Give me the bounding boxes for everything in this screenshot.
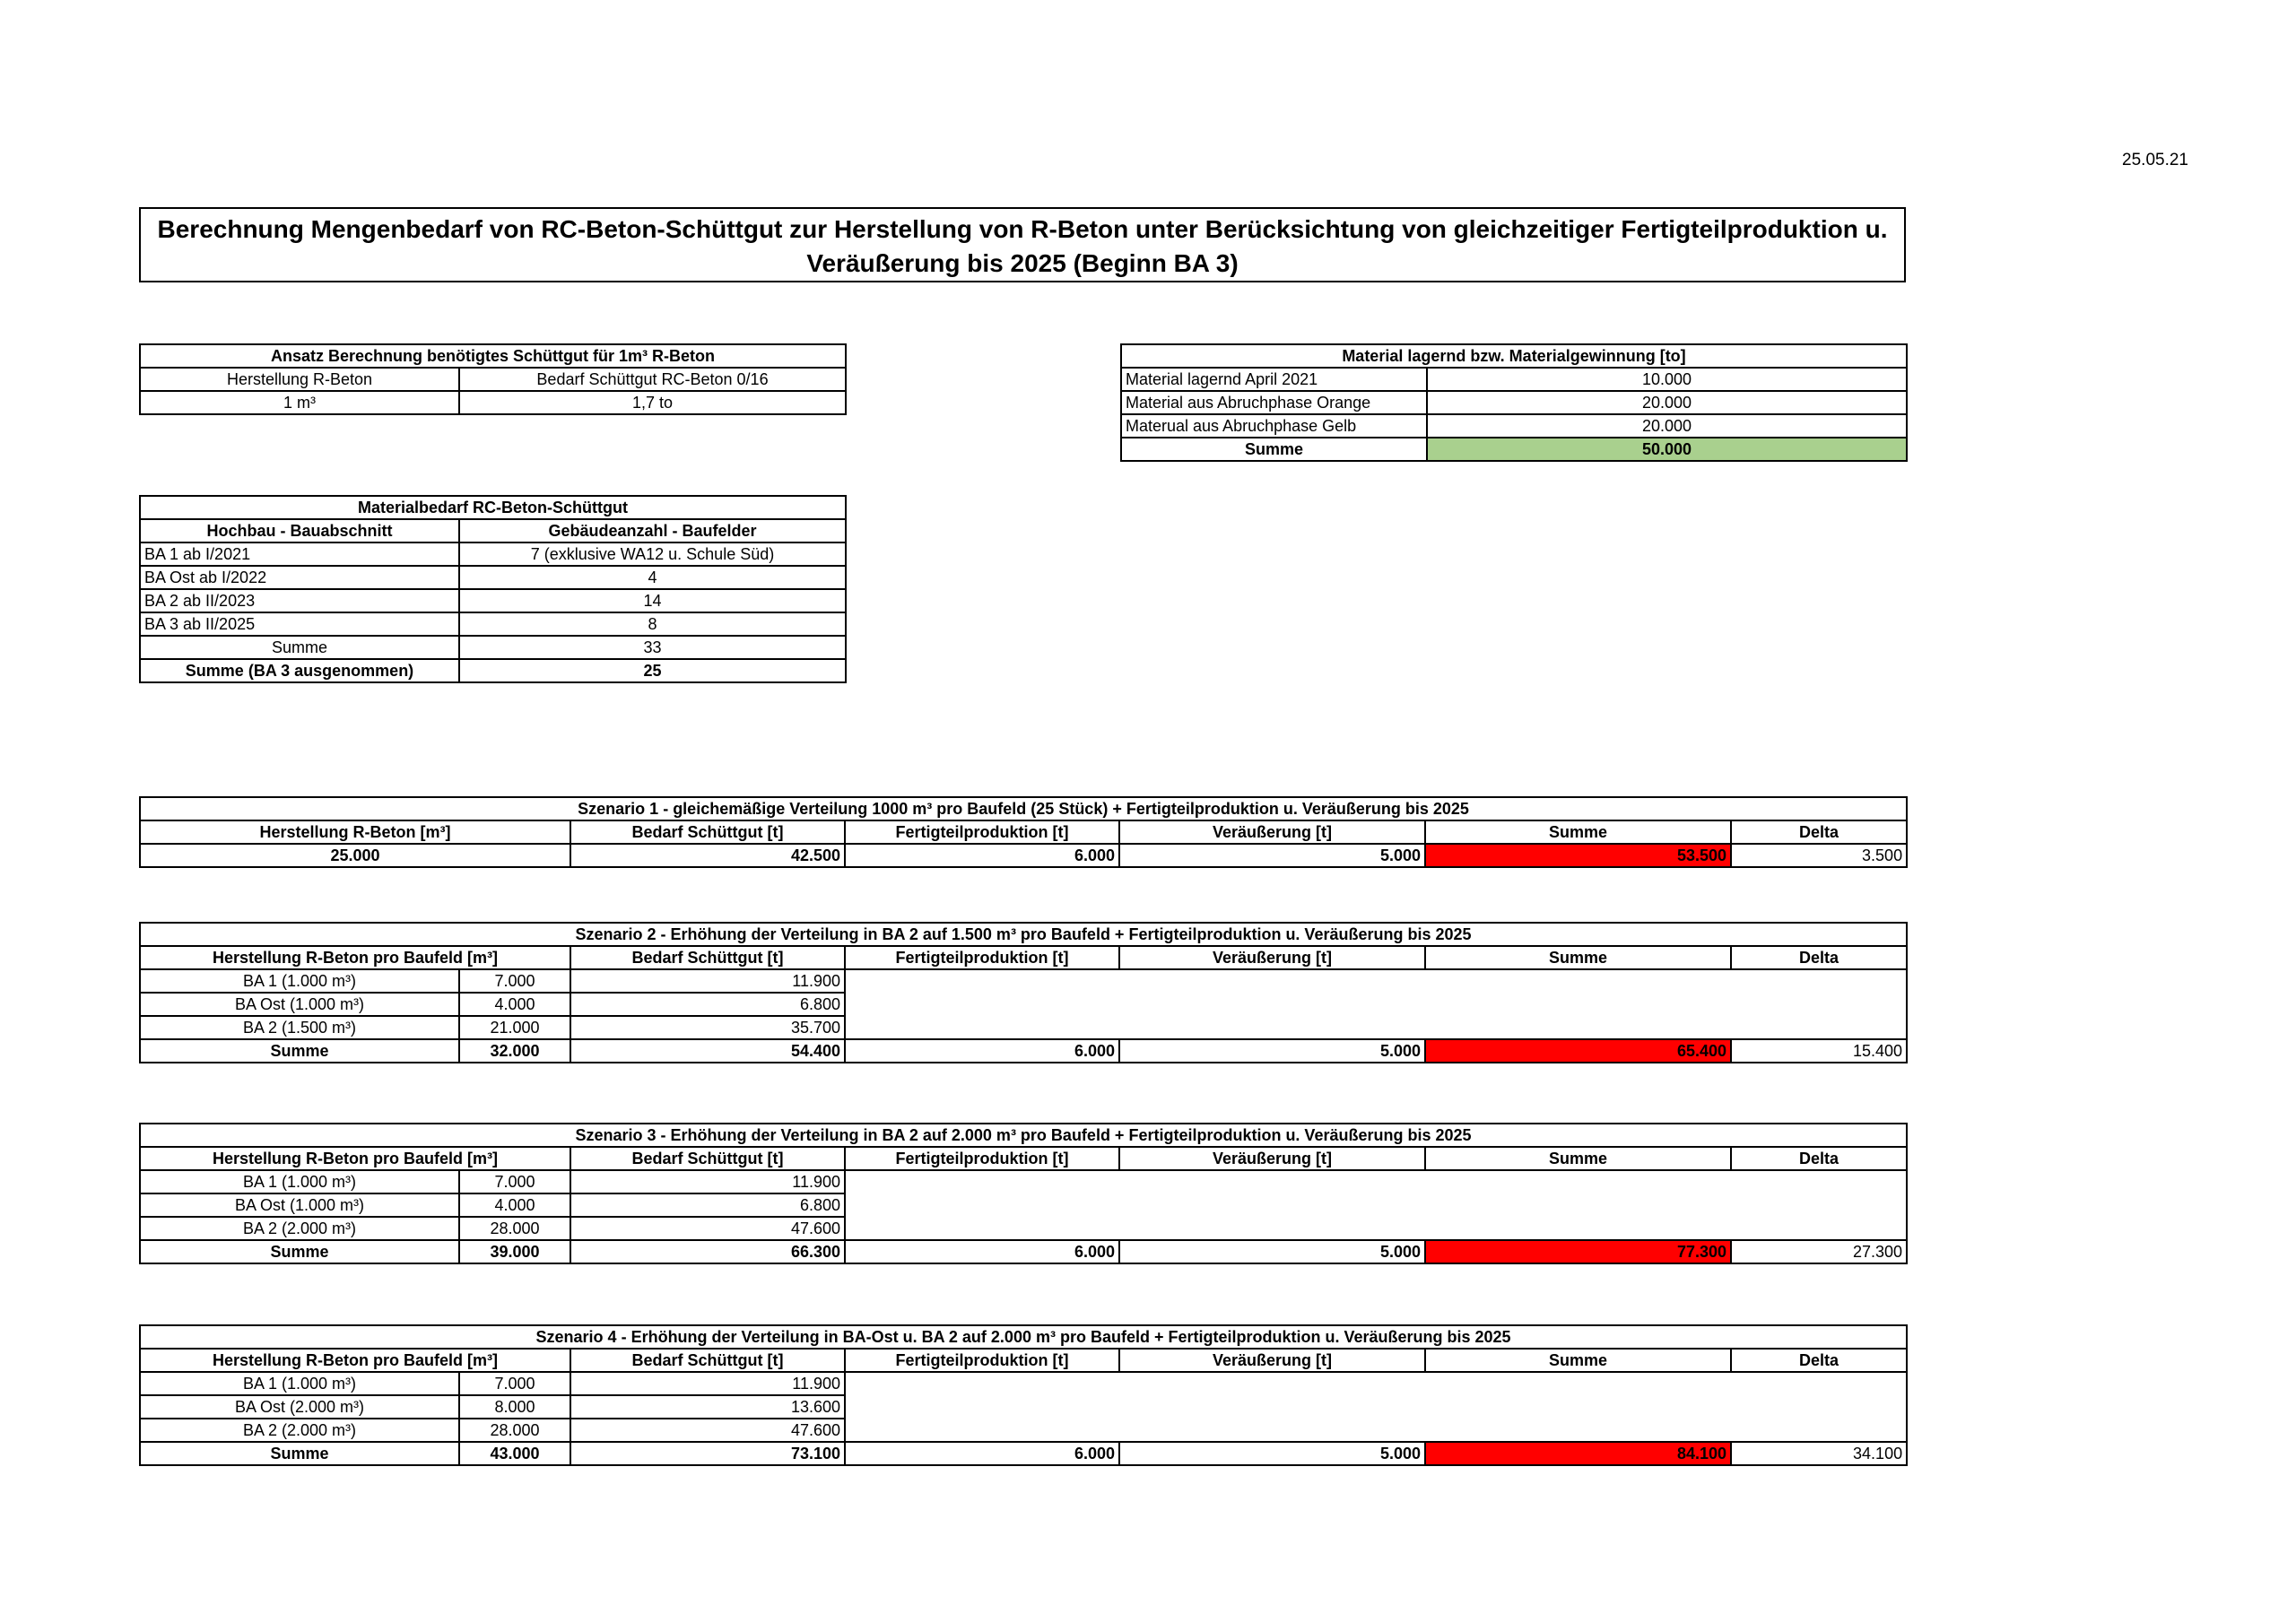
scenario3-col-summe: Summe: [1425, 1147, 1731, 1170]
scenario3-sum-veraeusserung: 5.000: [1119, 1240, 1425, 1263]
ansatz-table: [139, 343, 847, 415]
bedarf-row-label: BA 1 ab I/2021: [140, 542, 459, 566]
scenario3-sum-t: 66.300: [570, 1240, 845, 1263]
document-date: 25.05.21: [2122, 151, 2188, 169]
scenario1-summe: 53.500: [1425, 844, 1731, 867]
material-row-label: Material lagernd April 2021: [1121, 368, 1427, 391]
scenario3-table: [139, 1123, 1908, 1264]
scenario3-row-t: 6.800: [570, 1193, 845, 1217]
scenario4-col-fertigteil: Fertigteilproduktion [t]: [845, 1349, 1119, 1372]
scenario4-col-summe: Summe: [1425, 1349, 1731, 1372]
material-row-label: Materual aus Abruchphase Gelb: [1121, 414, 1427, 438]
scenario4-sum-t: 73.100: [570, 1442, 845, 1465]
title-line-2: Veräußerung bis 2025 (Beginn BA 3): [806, 249, 1239, 277]
scenario4-table: [139, 1324, 1908, 1466]
scenario2-row-label: BA Ost (1.000 m³): [140, 993, 459, 1016]
scenario1-veraeusserung: 5.000: [1119, 844, 1425, 867]
scenario4-col-herstellung: Herstellung R-Beton pro Baufeld [m³]: [140, 1349, 570, 1372]
page-title: [139, 207, 1906, 282]
scenario1-col-veraeusserung: Veräußerung [t]: [1119, 820, 1425, 844]
scenario4-row-t: 47.600: [570, 1419, 845, 1442]
scenario4-sum-m3: 43.000: [459, 1442, 570, 1465]
scenario2-row-m3: 21.000: [459, 1016, 570, 1039]
scenario3-col-delta: Delta: [1731, 1147, 1907, 1170]
scenario4-row-label: BA 1 (1.000 m³): [140, 1372, 459, 1395]
scenario2-sum-veraeusserung: 5.000: [1119, 1039, 1425, 1063]
scenario2-sum-summe: 65.400: [1425, 1039, 1731, 1063]
bedarf-sum-value: 33: [459, 636, 846, 659]
bedarf-row-label: BA Ost ab I/2022: [140, 566, 459, 589]
bedarf-row-value: 4: [459, 566, 846, 589]
scenario4-sum-summe: 84.100: [1425, 1442, 1731, 1465]
material-header: Material lagernd bzw. Materialgewinnung [to]: [1121, 344, 1907, 368]
scenario1-delta: 3.500: [1731, 844, 1907, 867]
scenario3-row-t: 47.600: [570, 1217, 845, 1240]
scenario2-row-m3: 7.000: [459, 969, 570, 993]
scenario2-sum-m3: 32.000: [459, 1039, 570, 1063]
scenario2-col-delta: Delta: [1731, 946, 1907, 969]
scenario1-col-summe: Summe: [1425, 820, 1731, 844]
scenario2-col-fertigteil: Fertigteilproduktion [t]: [845, 946, 1119, 969]
scenario2-row-t: 6.800: [570, 993, 845, 1016]
bedarf-row-label: BA 3 ab II/2025: [140, 612, 459, 636]
scenario2-sum-delta: 15.400: [1731, 1039, 1907, 1063]
scenario3-sum-fertigteil: 6.000: [845, 1240, 1119, 1263]
material-row-value: 10.000: [1427, 368, 1907, 391]
scenario1-col-fertigteil: Fertigteilproduktion [t]: [845, 820, 1119, 844]
scenario1-bedarf: 42.500: [570, 844, 845, 867]
material-sum-value: 50.000: [1427, 438, 1907, 461]
scenario4-row-m3: 8.000: [459, 1395, 570, 1419]
scenario4-col-veraeusserung: Veräußerung [t]: [1119, 1349, 1425, 1372]
scenario3-header: Szenario 3 - Erhöhung der Verteilung in BA 2 auf 2.000 m³ pro Baufeld + Fertigteilproduktion u. Veräußerung bis 2025: [140, 1124, 1907, 1147]
bedarf-row-value: 14: [459, 589, 846, 612]
bedarf-col2: Gebäudeanzahl - Baufelder: [459, 519, 846, 542]
material-row-value: 20.000: [1427, 391, 1907, 414]
bedarf-col1: Hochbau - Bauabschnitt: [140, 519, 459, 542]
material-row-label: Material aus Abruchphase Orange: [1121, 391, 1427, 414]
scenario3-sum-summe: 77.300: [1425, 1240, 1731, 1263]
ansatz-val2: 1,7 to: [459, 391, 846, 414]
ansatz-col2: Bedarf Schüttgut RC-Beton 0/16: [459, 368, 846, 391]
scenario3-row-m3: 28.000: [459, 1217, 570, 1240]
material-sum-label: Summe: [1121, 438, 1427, 461]
scenario4-sum-fertigteil: 6.000: [845, 1442, 1119, 1465]
scenario3-col-veraeusserung: Veräußerung [t]: [1119, 1147, 1425, 1170]
scenario2-header: Szenario 2 - Erhöhung der Verteilung in BA 2 auf 1.500 m³ pro Baufeld + Fertigteilproduktion u. Veräußerung bis 2025: [140, 923, 1907, 946]
scenario3-row-m3: 7.000: [459, 1170, 570, 1193]
scenario3-col-herstellung: Herstellung R-Beton pro Baufeld [m³]: [140, 1147, 570, 1170]
scenario3-row-label: BA Ost (1.000 m³): [140, 1193, 459, 1217]
scenario4-col-delta: Delta: [1731, 1349, 1907, 1372]
scenario4-header: Szenario 4 - Erhöhung der Verteilung in BA-Ost u. BA 2 auf 2.000 m³ pro Baufeld + Fertigteilproduktion u. Veräußerung bis 2025: [140, 1325, 1907, 1349]
scenario2-col-veraeusserung: Veräußerung [t]: [1119, 946, 1425, 969]
scenario1-col-bedarf: Bedarf Schüttgut [t]: [570, 820, 845, 844]
scenario2-table: [139, 922, 1908, 1063]
bedarf-sum-label: Summe: [140, 636, 459, 659]
scenario2-sum-t: 54.400: [570, 1039, 845, 1063]
ansatz-col1: Herstellung R-Beton: [140, 368, 459, 391]
title-line-1: Berechnung Mengenbedarf von RC-Beton-Schüttgut zur Herstellung von R-Beton unter Berücksichtung von gleichzeitiger Fertigteilproduktion u.: [157, 215, 1888, 243]
scenario2-row-label: BA 2 (1.500 m³): [140, 1016, 459, 1039]
material-table: [1120, 343, 1908, 462]
scenario1-fertigteil: 6.000: [845, 844, 1119, 867]
scenario4-sum-delta: 34.100: [1731, 1442, 1907, 1465]
scenario3-sum-delta: 27.300: [1731, 1240, 1907, 1263]
material-row-value: 20.000: [1427, 414, 1907, 438]
ansatz-val1: 1 m³: [140, 391, 459, 414]
scenario2-col-summe: Summe: [1425, 946, 1731, 969]
bedarf-table: [139, 495, 847, 683]
scenario4-row-label: BA 2 (2.000 m³): [140, 1419, 459, 1442]
scenario3-col-fertigteil: Fertigteilproduktion [t]: [845, 1147, 1119, 1170]
ansatz-header: Ansatz Berechnung benötigtes Schüttgut für 1m³ R-Beton: [140, 344, 846, 368]
scenario2-row-t: 11.900: [570, 969, 845, 993]
scenario4-col-bedarf: Bedarf Schüttgut [t]: [570, 1349, 845, 1372]
scenario3-sum-m3: 39.000: [459, 1240, 570, 1263]
scenario4-row-label: BA Ost (2.000 m³): [140, 1395, 459, 1419]
bedarf-header: Materialbedarf RC-Beton-Schüttgut: [140, 496, 846, 519]
scenario3-sum-label: Summe: [140, 1240, 459, 1263]
scenario1-herstellung: 25.000: [140, 844, 570, 867]
scenario2-col-herstellung: Herstellung R-Beton pro Baufeld [m³]: [140, 946, 570, 969]
scenario2-row-t: 35.700: [570, 1016, 845, 1039]
scenario1-header: Szenario 1 - gleichemäßige Verteilung 1000 m³ pro Baufeld (25 Stück) + Fertigteilproduktion u. Veräußerung bis 2025: [140, 797, 1907, 820]
bedarf-sum2-label: Summe (BA 3 ausgenommen): [140, 659, 459, 682]
scenario2-sum-label: Summe: [140, 1039, 459, 1063]
scenario3-row-label: BA 2 (2.000 m³): [140, 1217, 459, 1240]
scenario3-row-m3: 4.000: [459, 1193, 570, 1217]
scenario3-row-label: BA 1 (1.000 m³): [140, 1170, 459, 1193]
scenario2-sum-fertigteil: 6.000: [845, 1039, 1119, 1063]
scenario3-row-t: 11.900: [570, 1170, 845, 1193]
scenario2-row-label: BA 1 (1.000 m³): [140, 969, 459, 993]
scenario4-row-t: 13.600: [570, 1395, 845, 1419]
bedarf-row-value: 8: [459, 612, 846, 636]
scenario4-row-m3: 28.000: [459, 1419, 570, 1442]
scenario4-sum-veraeusserung: 5.000: [1119, 1442, 1425, 1465]
scenario1-col-delta: Delta: [1731, 820, 1907, 844]
scenario1-col-herstellung: Herstellung R-Beton [m³]: [140, 820, 570, 844]
bedarf-sum2-value: 25: [459, 659, 846, 682]
scenario1-table: [139, 796, 1908, 868]
scenario4-row-m3: 7.000: [459, 1372, 570, 1395]
scenario2-row-m3: 4.000: [459, 993, 570, 1016]
scenario4-row-t: 11.900: [570, 1372, 845, 1395]
scenario4-sum-label: Summe: [140, 1442, 459, 1465]
scenario3-col-bedarf: Bedarf Schüttgut [t]: [570, 1147, 845, 1170]
bedarf-row-value: 7 (exklusive WA12 u. Schule Süd): [459, 542, 846, 566]
scenario2-col-bedarf: Bedarf Schüttgut [t]: [570, 946, 845, 969]
bedarf-row-label: BA 2 ab II/2023: [140, 589, 459, 612]
